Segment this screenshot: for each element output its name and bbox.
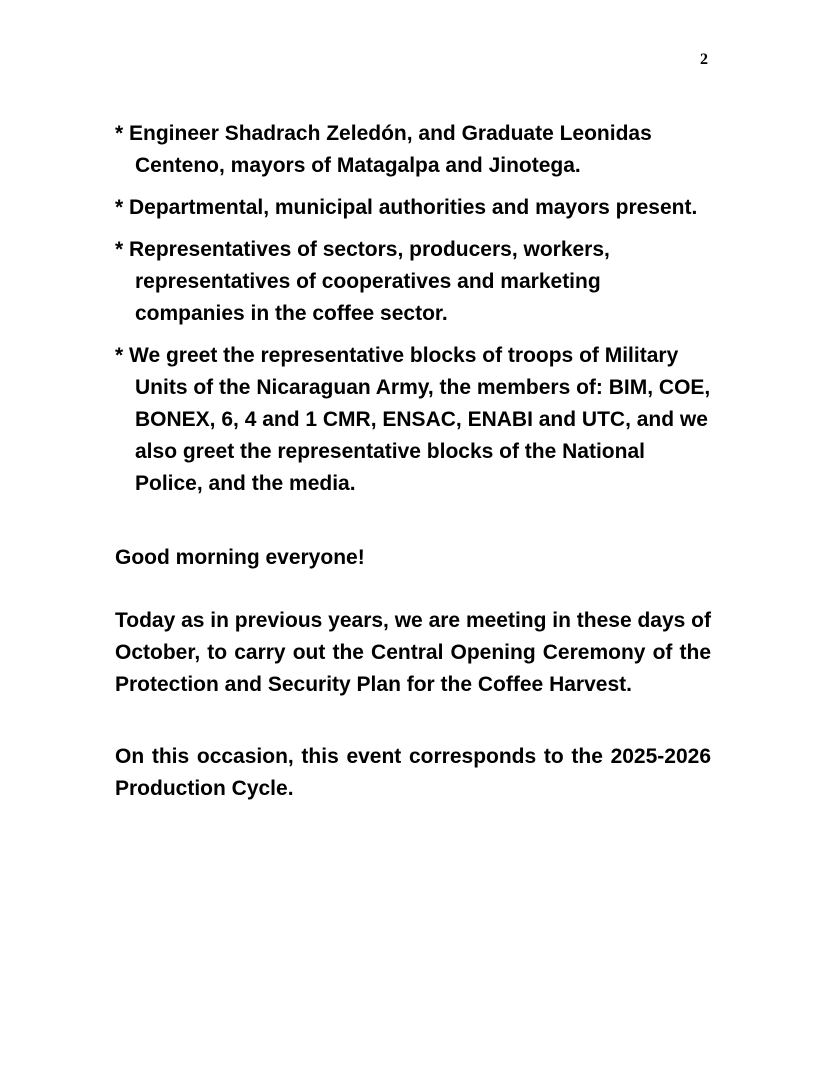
page-number: 2 bbox=[700, 51, 708, 68]
document-body bbox=[115, 118, 711, 805]
greeting: Good morning everyone! bbox=[115, 546, 365, 569]
bullet-representatives: * Representatives of sectors, producers, workers, representatives of cooperatives and marketing companies in the coffee sector. bbox=[115, 238, 610, 325]
paragraph-production-cycle: On this occasion, this event corresponds to the 2025-2026 Production Cycle. bbox=[115, 745, 711, 800]
bullet-authorities: * Departmental, municipal authorities and mayors present. bbox=[115, 196, 698, 219]
bullet-mayors: * Engineer Shadrach Zeledón, and Graduate Leonidas Centeno, mayors of Matagalpa and Jinotega. bbox=[115, 122, 652, 177]
bullet-troops: * We greet the representative blocks of troops of Military Units of the Nicaraguan Army, the members of: BIM, COE, BONEX, 6, 4 and 1 CMR, ENSAC, ENABI and UTC, and we also greet the representative blocks of the National Police, and the media. bbox=[115, 344, 711, 495]
paragraph-opening-ceremony: Today as in previous years, we are meeting in these days of October, to carry out the Central Opening Ceremony of the Protection and Security Plan for the Coffee Harvest. bbox=[115, 609, 711, 696]
